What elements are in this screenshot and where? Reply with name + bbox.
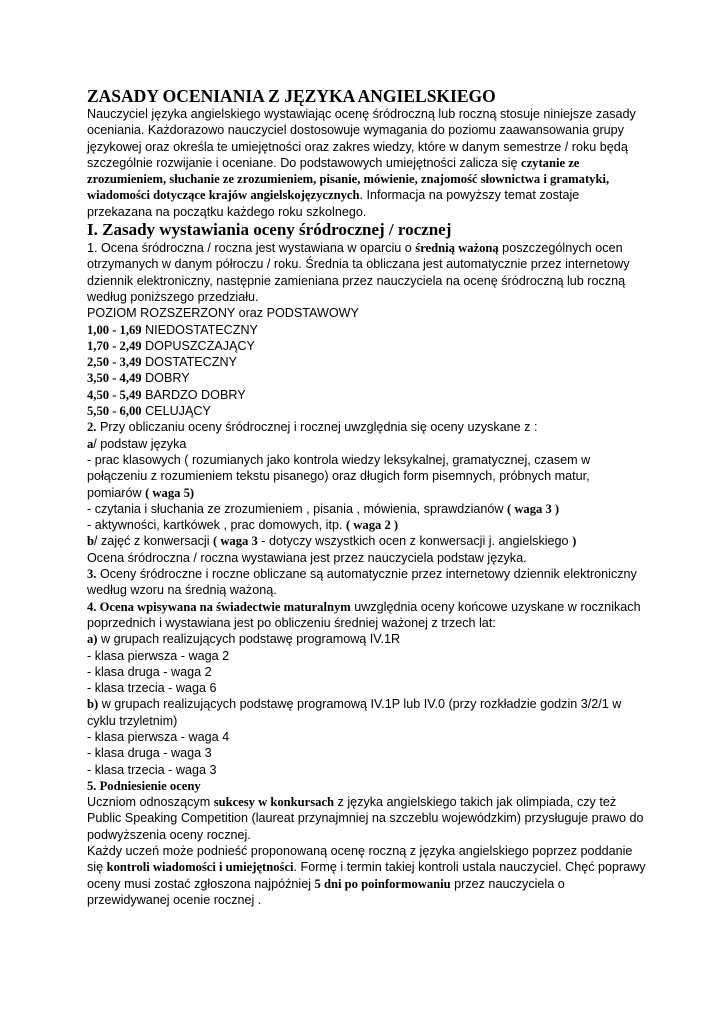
p1-text: 1. Ocena śródroczna / roczna jest wystawiana w oparciu o	[87, 241, 416, 256]
intro-paragraph	[87, 106, 647, 220]
grade-row	[87, 370, 647, 386]
list-item: - klasa druga - waga 3	[87, 746, 212, 761]
section-heading: I. Zasady wystawiania oceny śródrocznej / rocznej	[87, 220, 452, 240]
grade-label: CELUJĄCY	[145, 404, 211, 419]
grade-range: 2,50 - 3,49	[87, 355, 142, 370]
p6-bold: kontroli wiadomości i umiejętności	[106, 860, 294, 875]
item-a1	[87, 452, 647, 501]
grade-range: 1,00 - 1,69	[87, 322, 142, 337]
p2-number: 2.	[87, 420, 97, 435]
p4a-text: w grupach realizujących podstawę programową IV.1R	[97, 632, 401, 647]
level-label: POZIOM ROZSZERZONY oraz PODSTAWOWY	[87, 306, 359, 321]
a1-text: - prac klasowych ( rozumianych jako kontrola wiedzy leksykalnej, gramatycznej, czasem w połączeniu z rozumieniem tekstu pisanego) oraz długich form pisemnych, próbnych matur, pomiarów	[87, 452, 591, 500]
grade-label: DOSTATECZNY	[145, 355, 237, 370]
grade-row	[87, 338, 647, 354]
item-b-close: )	[572, 534, 577, 549]
p6-text-mid: . Formę i termin takiej kontroli ustala nauczyciel. Chęć poprawy oceny musi zostać zgłoszona najpóźniej	[87, 860, 646, 891]
a1-weight: ( waga 5)	[145, 485, 195, 500]
grade-scale	[87, 322, 647, 420]
paragraph-5-heading: 5. Podniesienie oceny	[87, 778, 201, 793]
p4b-mark: b)	[87, 697, 99, 712]
grade-range: 3,50 - 4,49	[87, 371, 142, 386]
p6-deadline-bold: 5 dni po poinformowaniu	[314, 876, 451, 891]
list-item: - klasa pierwsza - waga 2	[87, 648, 230, 663]
item-b	[87, 533, 647, 549]
item-b-weight: ( waga 3	[213, 534, 258, 549]
grade-label: DOBRY	[145, 371, 190, 386]
grade-label: NIEDOSTATECZNY	[145, 322, 258, 337]
grade-range: 1,70 - 2,49	[87, 338, 142, 353]
p4-heading: 4. Ocena wpisywana na świadectwie maturalnym	[87, 599, 351, 614]
list-item: - klasa trzecia - waga 6	[87, 681, 217, 696]
item-a-text: / podstaw języka	[93, 436, 187, 451]
grade-row	[87, 354, 647, 370]
item-a3	[87, 517, 647, 533]
list-item: - klasa trzecia - waga 3	[87, 762, 217, 777]
list-item: - klasa pierwsza - waga 4	[87, 729, 230, 744]
intro-text-end: . Informacja na powyższy temat zostaje przekazana na początku każdego roku szkolnego.	[87, 188, 580, 219]
p3-number: 3.	[87, 567, 97, 582]
p5-text-end: z języka angielskiego takich jak olimpiada, czy też Public Speaking Competition (laureat przynajmniej na szczeblu wojewódzkim) przysługuje prawo do podwyższenia oceny rocznej.	[87, 795, 644, 842]
p3-text: Oceny śródroczne i roczne obliczane są automatycznie przez internetowy dziennik elektroniczny według wzoru na średnią ważoną.	[87, 567, 637, 598]
paragraph-1	[87, 240, 647, 305]
p6-text-end: przez nauczyciela o przewidywanej ocenie rocznej .	[87, 876, 565, 907]
intro-skills-bold: czytanie ze zrozumieniem, słuchanie ze zrozumieniem, pisanie, mówienie, znajomość słownictwa i gramatyki, wiadomości dotyczące krajów angielskojęzycznych	[87, 155, 610, 203]
grade-label: DOPUSZCZAJĄCY	[145, 338, 255, 353]
grade-row	[87, 322, 647, 338]
grade-range: 5,50 - 6,00	[87, 404, 142, 419]
a3-weight: ( waga 2 )	[345, 518, 399, 533]
paragraph-4	[87, 599, 647, 632]
item-a	[87, 436, 647, 452]
paragraph-6	[87, 843, 647, 908]
p4b-text: w grupach realizujących podstawę programową IV.1P lub IV.0 (przy rozkładzie godzin 3/2/1 w cyklu trzyletnim)	[87, 697, 622, 728]
document-title: ZASADY OCENIANIA Z JĘZYKA ANGIELSKIEGO	[87, 86, 496, 106]
grade-row	[87, 403, 647, 419]
p4-item-a	[87, 631, 647, 647]
intro-text: Nauczyciel języka angielskiego wystawiając ocenę śródroczną lub roczną stosuje niniejsze zasady oceniania. Każdorazowo nauczyciel dostosowuje wymagania do poziomu zaawansowania grupy językowej oraz określa te umiejętności oraz zakres wiedzy, które w danym semestrze / roku będą szczególnie rozwijanie i oceniane. Do podstawowych umiejętności zalicza się	[87, 107, 636, 170]
item-a-mark: a	[87, 436, 94, 451]
document-page	[87, 86, 647, 908]
paragraph-5	[87, 794, 647, 843]
grade-range: 4,50 - 5,49	[87, 387, 142, 402]
item-b-mark: b	[87, 534, 95, 549]
p6-text: Każdy uczeń może podnieść proponowaną ocenę roczną z języka angielskiego poprzez poddanie się	[87, 844, 633, 875]
grade-label: BARDZO DOBRY	[145, 387, 246, 402]
weighted-average-bold: średnią ważoną	[415, 241, 499, 256]
paragraph-3	[87, 566, 647, 599]
item-b-text: / zajęć z konwersacji	[94, 534, 213, 549]
p2-text: Przy obliczaniu oceny śródrocznej i rocznej uwzględnia się oceny uzyskane z :	[96, 420, 538, 435]
item-a2	[87, 501, 647, 517]
grade-row	[87, 387, 647, 403]
paragraph-2	[87, 419, 647, 435]
a3-text: - aktywności, kartkówek , prac domowych, itp.	[87, 518, 346, 533]
p5-text: Uczniom odnoszącym	[87, 795, 214, 810]
p5-bold: sukcesy w konkursach	[213, 795, 335, 810]
p4-item-b	[87, 696, 647, 729]
a2-text: - czytania i słuchania ze zrozumieniem , pisania , mówienia, sprawdzianów	[87, 501, 507, 516]
p4-text: uwzględnia oceny końcowe uzyskane w rocznikach poprzednich i wystawiana jest po obliczeniu średniej ważonej z trzech lat:	[87, 599, 641, 630]
item-b-note: Ocena śródroczna / roczna wystawiana jest przez nauczyciela podstaw języka.	[87, 550, 527, 565]
a2-weight: ( waga 3 )	[506, 501, 560, 516]
list-item: - klasa druga - waga 2	[87, 664, 212, 679]
p1-text-end: poszczególnych ocen otrzymanych w danym półroczu / roku. Średnia ta obliczana jest automatycznie przez internetowy dziennik elektroniczny, następnie zamieniana przez nauczyciela na ocenę śródroczną lub roczną według poniższego przedziału.	[87, 241, 630, 304]
p4a-mark: a)	[87, 632, 98, 647]
item-b-rest: - dotyczy wszystkich ocen z konwersacji j. angielskiego	[257, 534, 573, 549]
